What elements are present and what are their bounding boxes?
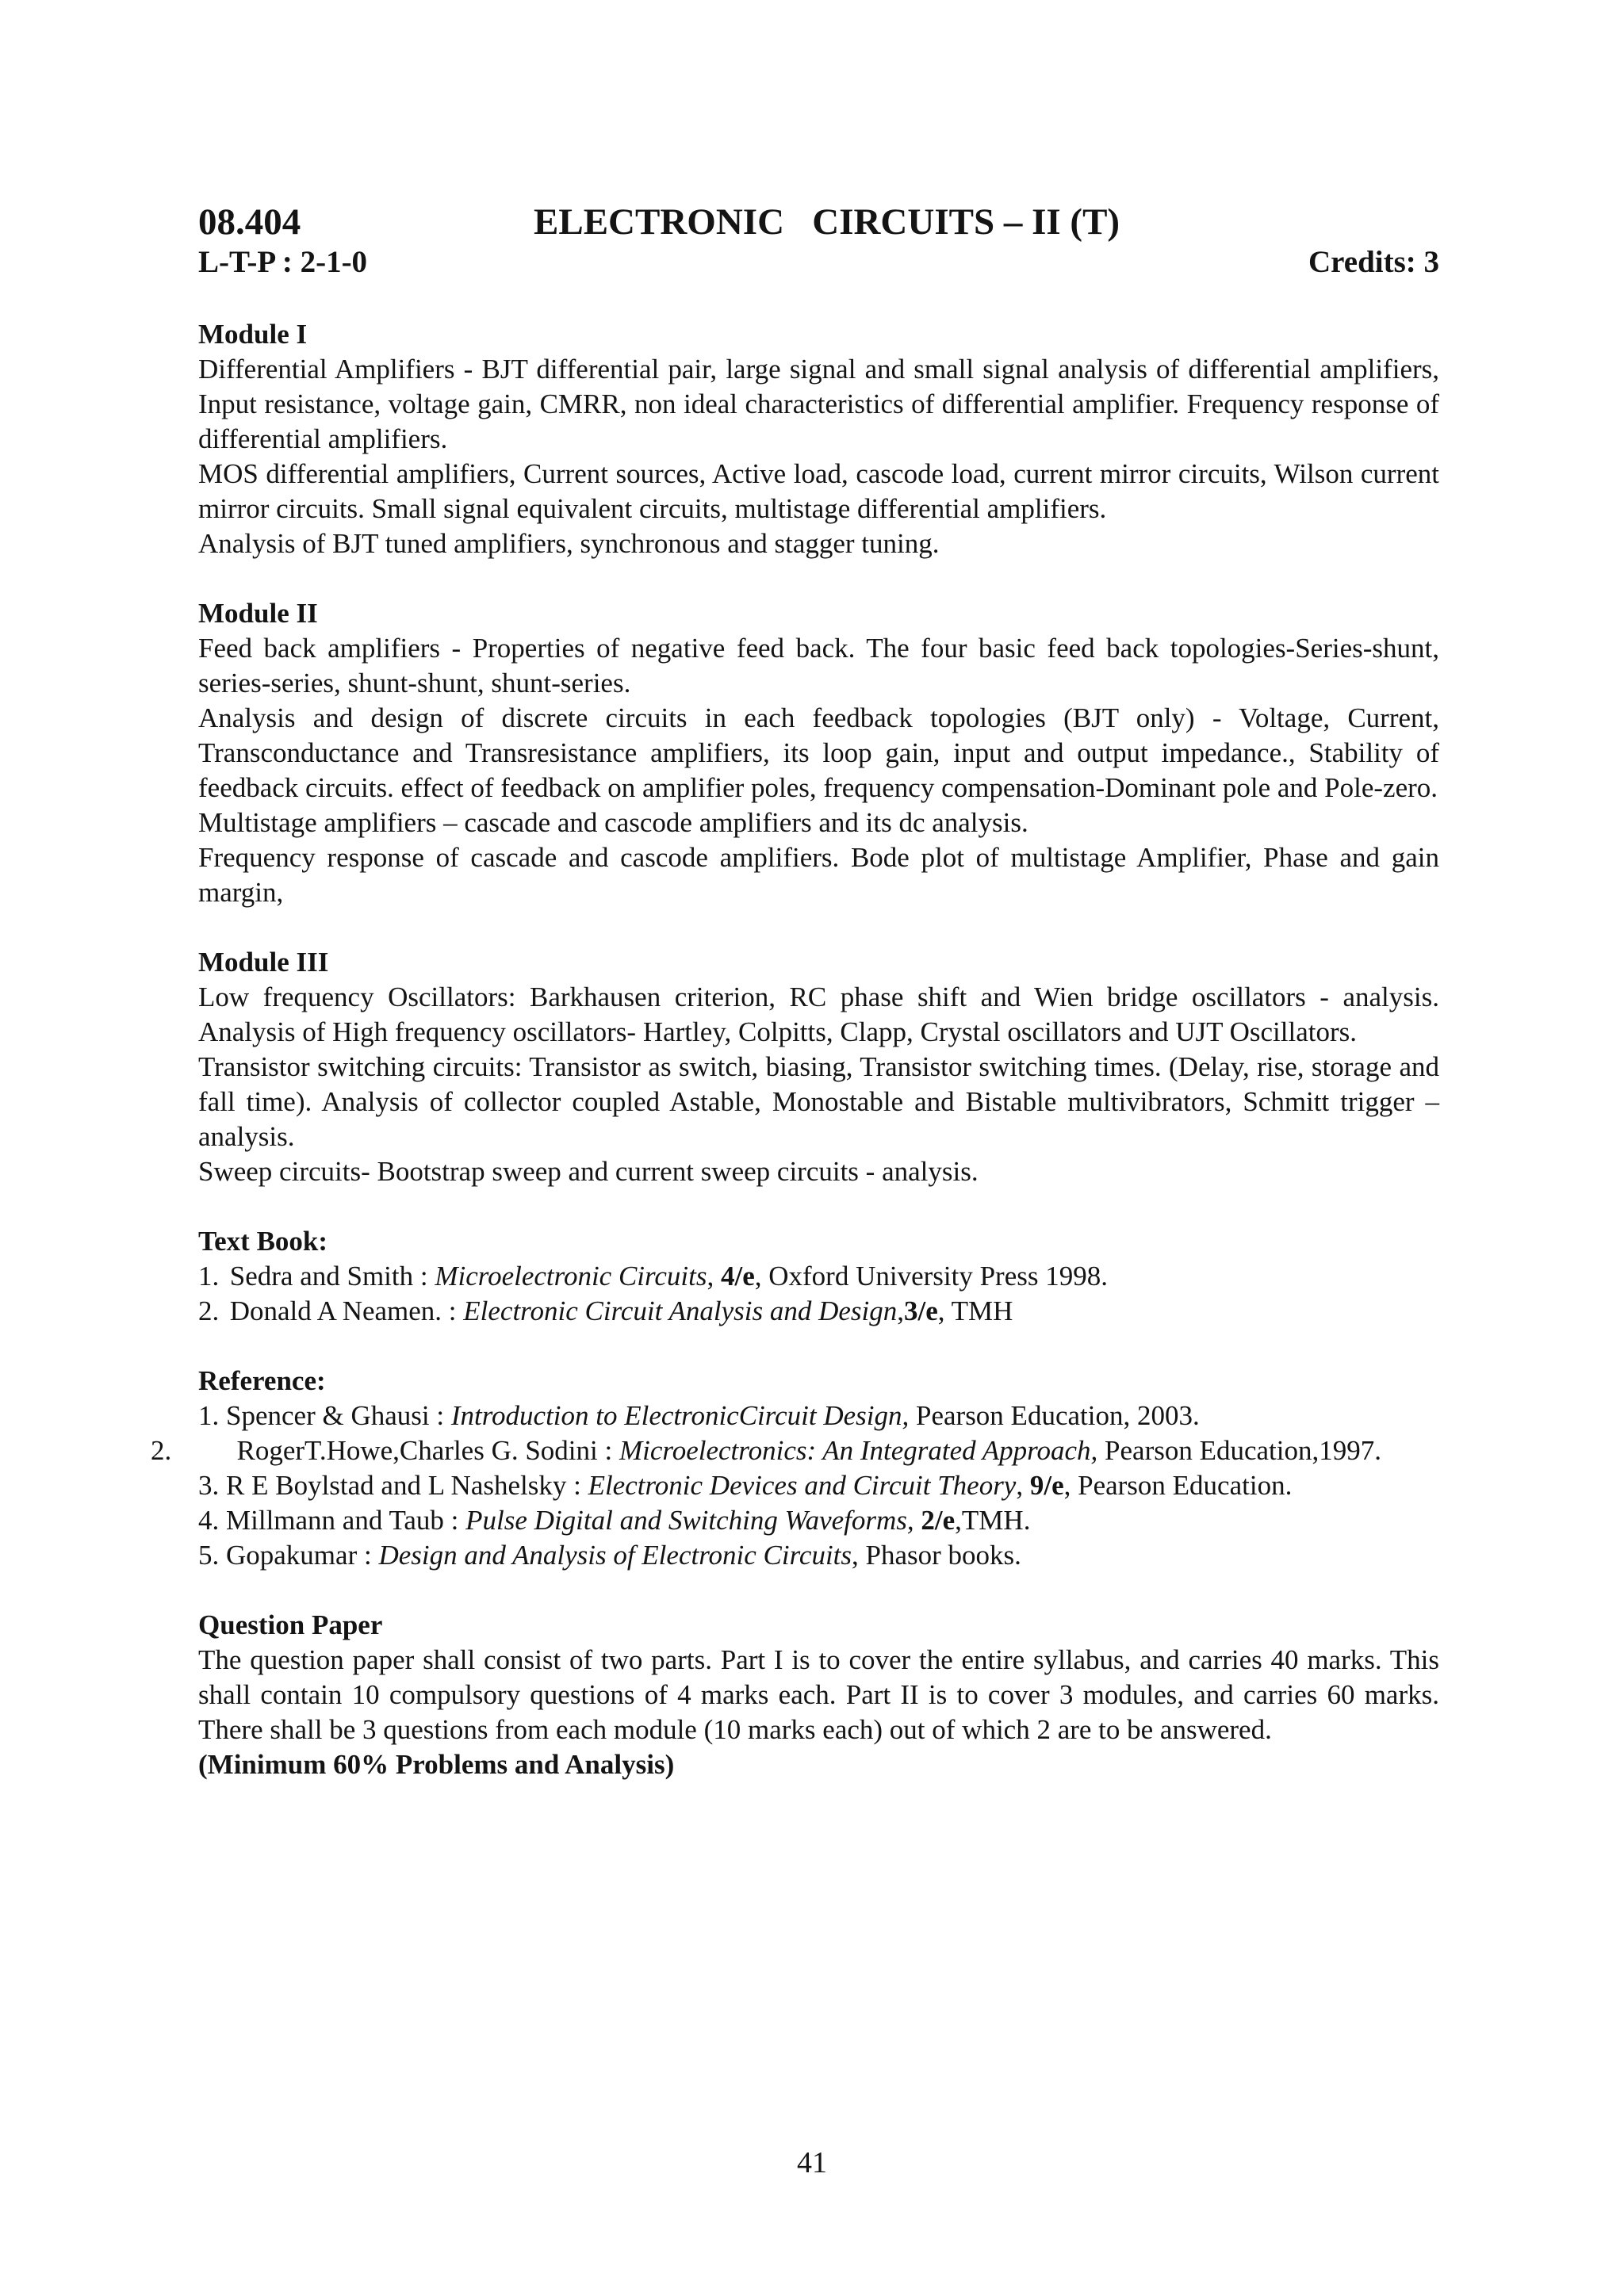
module-2-heading: Module II [198,598,318,629]
module-3-section [198,945,1439,1189]
ltp-pattern: L-T-P : 2-1-0 [198,245,368,279]
book-title: Pulse Digital and Switching Waveforms, [465,1505,914,1536]
book-edition: 2/e [921,1505,956,1536]
book-publisher: Pearson Education, 2003. [909,1400,1200,1431]
book-title: Microelectronic Circuits [435,1261,707,1292]
item-number: 2. [198,1295,220,1326]
module-1-paragraph: MOS differential amplifiers, Current sources, Active load, cascode load, current mirror circuits, Wilson current mirror circuits. Small signal equivalent circuits, multistage differential amplifiers. [198,458,1439,524]
separator: , [897,1295,905,1326]
book-publisher: ,TMH. [955,1505,1031,1536]
item-number: 4. [198,1505,220,1536]
text-book-section [198,1224,1439,1329]
question-paper-note: (Minimum 60% Problems and Analysis) [198,1749,675,1780]
item-number: 1. [198,1400,220,1431]
course-code: 08.404 [198,201,301,243]
page-number: 41 [797,2146,827,2179]
book-title: Electronic Devices and Circuit Theory [588,1470,1017,1501]
item-number: 5. [198,1540,220,1571]
book-edition: 4/e [720,1261,755,1292]
book-author: RogerT.Howe,Charles G. Sodini : [236,1435,619,1466]
course-meta-row [198,244,1439,281]
module-1-paragraph: Differential Amplifiers - BJT differential pair, large signal and small signal analysis of differential amplifiers, Input resistance, voltage gain, CMRR, non ideal characteristics of differential amplifier. Frequency response of differential amplifiers. [198,354,1439,454]
module-3-paragraph: Sweep circuits- Bootstrap sweep and current sweep circuits - analysis. [198,1156,979,1187]
item-number: 1. [198,1261,220,1292]
book-publisher: , Oxford University Press 1998. [754,1261,1108,1292]
reference-heading: Reference: [198,1365,326,1396]
module-3-paragraph: Low frequency Oscillators: Barkhausen criterion, RC phase shift and Wien bridge oscillators - analysis. Analysis of High frequency oscillators- Hartley, Colpitts, Clapp, Crystal oscillators and UJT Oscillators. [198,982,1439,1047]
book-publisher: , Phasor books. [852,1540,1021,1571]
module-2-paragraph: Feed back amplifiers - Properties of negative feed back. The four basic feed back topologies-Series-shunt, series-series, shunt-shunt, shunt-series. [198,633,1439,698]
book-author: Spencer & Ghausi : [226,1400,451,1431]
reference-item [198,1399,1439,1433]
reference-section [151,1364,1439,1573]
question-paper-section [198,1608,1439,1782]
course-title-row [198,200,1439,244]
module-3-heading: Module III [198,947,329,978]
book-title: Microelectronics: An Integrated Approach, [619,1435,1098,1466]
book-publisher: , TMH [937,1295,1013,1326]
book-title: Electronic Circuit Analysis and Design [463,1295,898,1326]
text-book-item [198,1294,1439,1329]
reference-item [151,1433,1439,1468]
reference-item [198,1468,1439,1503]
module-1-heading: Module I [198,319,308,350]
question-paper-heading: Question Paper [198,1609,383,1640]
module-2-paragraph: Multistage amplifiers – cascade and cascode amplifiers and its dc analysis. [198,807,1028,838]
separator: , [1016,1470,1030,1501]
book-author: R E Boylstad and L Nashelsky : [226,1470,588,1501]
course-title: ELECTRONIC CIRCUITS – II (T) [534,201,1120,243]
book-publisher: Pearson Education,1997. [1097,1435,1381,1466]
module-2-paragraph: Analysis and design of discrete circuits in each feedback topologies (BJT only) - Voltage, Current, Transconductance and Transresistance amplifiers, its loop gain, input and output impedance., Stability of feedback circuits. effect of feedback on amplifier poles, frequency compensation-Dominant pole and Pole-zero. [198,702,1439,803]
module-3-paragraph: Transistor switching circuits: Transistor as switch, biasing, Transistor switching times. (Delay, rise, storage and fall time). Analysis of collector coupled Astable, Monostable and Bistable multivibrators, Schmitt trigger – analysis. [198,1051,1439,1152]
book-author: Millmann and Taub : [226,1505,466,1536]
book-title: Design and Analysis of Electronic Circuits [378,1540,852,1571]
book-publisher: , Pearson Education. [1063,1470,1293,1501]
book-author: Donald A Neamen. : [229,1295,464,1326]
book-title: Introduction to ElectronicCircuit Design, [450,1400,910,1431]
reference-item [198,1538,1439,1573]
book-author: Sedra and Smith : [229,1261,435,1292]
syllabus-page [151,200,1439,1782]
module-1-section [198,317,1439,561]
book-edition: 9/e [1029,1470,1064,1501]
reference-item [198,1503,1439,1538]
question-paper-body: The question paper shall consist of two parts. Part I is to cover the entire syllabus, and carries 40 marks. This shall contain 10 compulsory questions of 4 marks each. Part II is to cover 3 modules, and carries 60 marks. There shall be 3 questions from each module (10 marks each) out of which 2 are to be answered. [198,1644,1439,1745]
module-2-paragraph: Frequency response of cascade and cascode amplifiers. Bode plot of multistage Amplifier, Phase and gain margin, [198,842,1439,908]
item-number: 2. [151,1435,172,1466]
separator: , [707,1261,721,1292]
book-author: Gopakumar : [226,1540,379,1571]
module-1-paragraph: Analysis of BJT tuned amplifiers, synchronous and stagger tuning. [198,528,940,559]
text-book-item [198,1259,1439,1294]
text-book-heading: Text Book: [198,1226,328,1257]
item-number: 3. [198,1470,220,1501]
module-2-section [198,596,1439,910]
book-edition: 3/e [904,1295,938,1326]
credits: Credits: 3 [1308,245,1439,279]
